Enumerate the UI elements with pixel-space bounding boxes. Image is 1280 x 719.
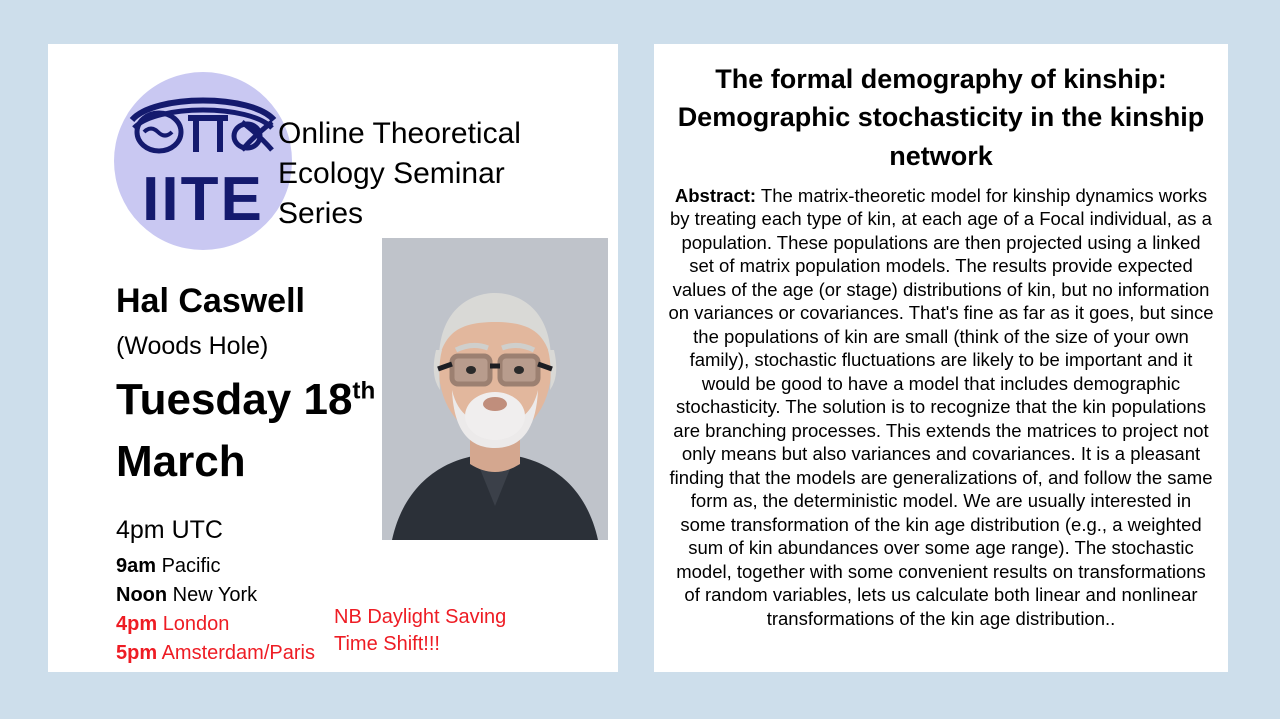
talk-date-ordinal: th [352, 377, 376, 405]
time-place-pacific: Pacific [161, 555, 221, 577]
portrait-image [382, 238, 608, 540]
time-place-newyork: New York [172, 584, 258, 606]
talk-date [116, 369, 416, 492]
time-row-pacific [116, 552, 376, 581]
logo-header [70, 66, 600, 236]
time-value-amsterdam-paris: 5pm [116, 642, 158, 664]
abstract-label: Abstract: [674, 185, 757, 206]
speaker-name: Hal Caswell [116, 282, 305, 320]
time-value-newyork: Noon [116, 584, 168, 606]
speaker-affiliation: (Woods Hole) [116, 332, 269, 360]
time-place-london: London [162, 613, 230, 635]
seminar-series-title: Online Theoretical Ecology Seminar Series [278, 117, 521, 230]
talk-date-day: Tuesday 18 [116, 375, 353, 424]
talk-date-month: March [116, 436, 246, 486]
time-value-pacific: 9am [116, 555, 157, 577]
abstract-card [654, 44, 1228, 672]
speaker-portrait [382, 238, 608, 540]
time-value-london: 4pm [116, 613, 158, 635]
abstract-block [668, 184, 1214, 630]
abstract-text: The matrix-theoretic model for kinship dynamics works by treating each type of kin, at each age of a Focal individual, as a population. These populations are then projected using a linked set of matrix population models. The results provide expected values of the age (or stage) distributions of kin, but no information on variances or covariances. That's fine as far as it goes, but since the populations of kin are small (think of the size of your own family), stochastic fluctuations are likely to be important and it would be good to have a model that includes demographic stochasticity. The solution is to recognize that the kin populations are branching processes. This extends the matrices to project not only means but also variances and covariances. It is a pleasant finding that the models are generalizations of, and follow the same form as, the deterministic model. We are usually interested in some transformation of the kin age distribution (e.g., a weighted sum of kin abundances over some age range). The stochastic model, together with some convenient results on transformations of random variables, lets us calculate both linear and nonlinear transformations of the kin age distribution.. [668, 185, 1214, 629]
daylight-saving-note: NB Daylight Saving Time Shift!!! [334, 606, 507, 655]
primary-time: 4pm UTC [116, 516, 223, 544]
svg-text:IITE: IITE [142, 165, 264, 234]
talk-title: The formal demography of kinship: Demographic stochasticity in the kinship network [677, 64, 1205, 171]
iite-logo-icon [114, 72, 292, 250]
seminar-announcement-card [48, 44, 618, 672]
time-place-amsterdam-paris: Amsterdam/Paris [161, 642, 315, 664]
